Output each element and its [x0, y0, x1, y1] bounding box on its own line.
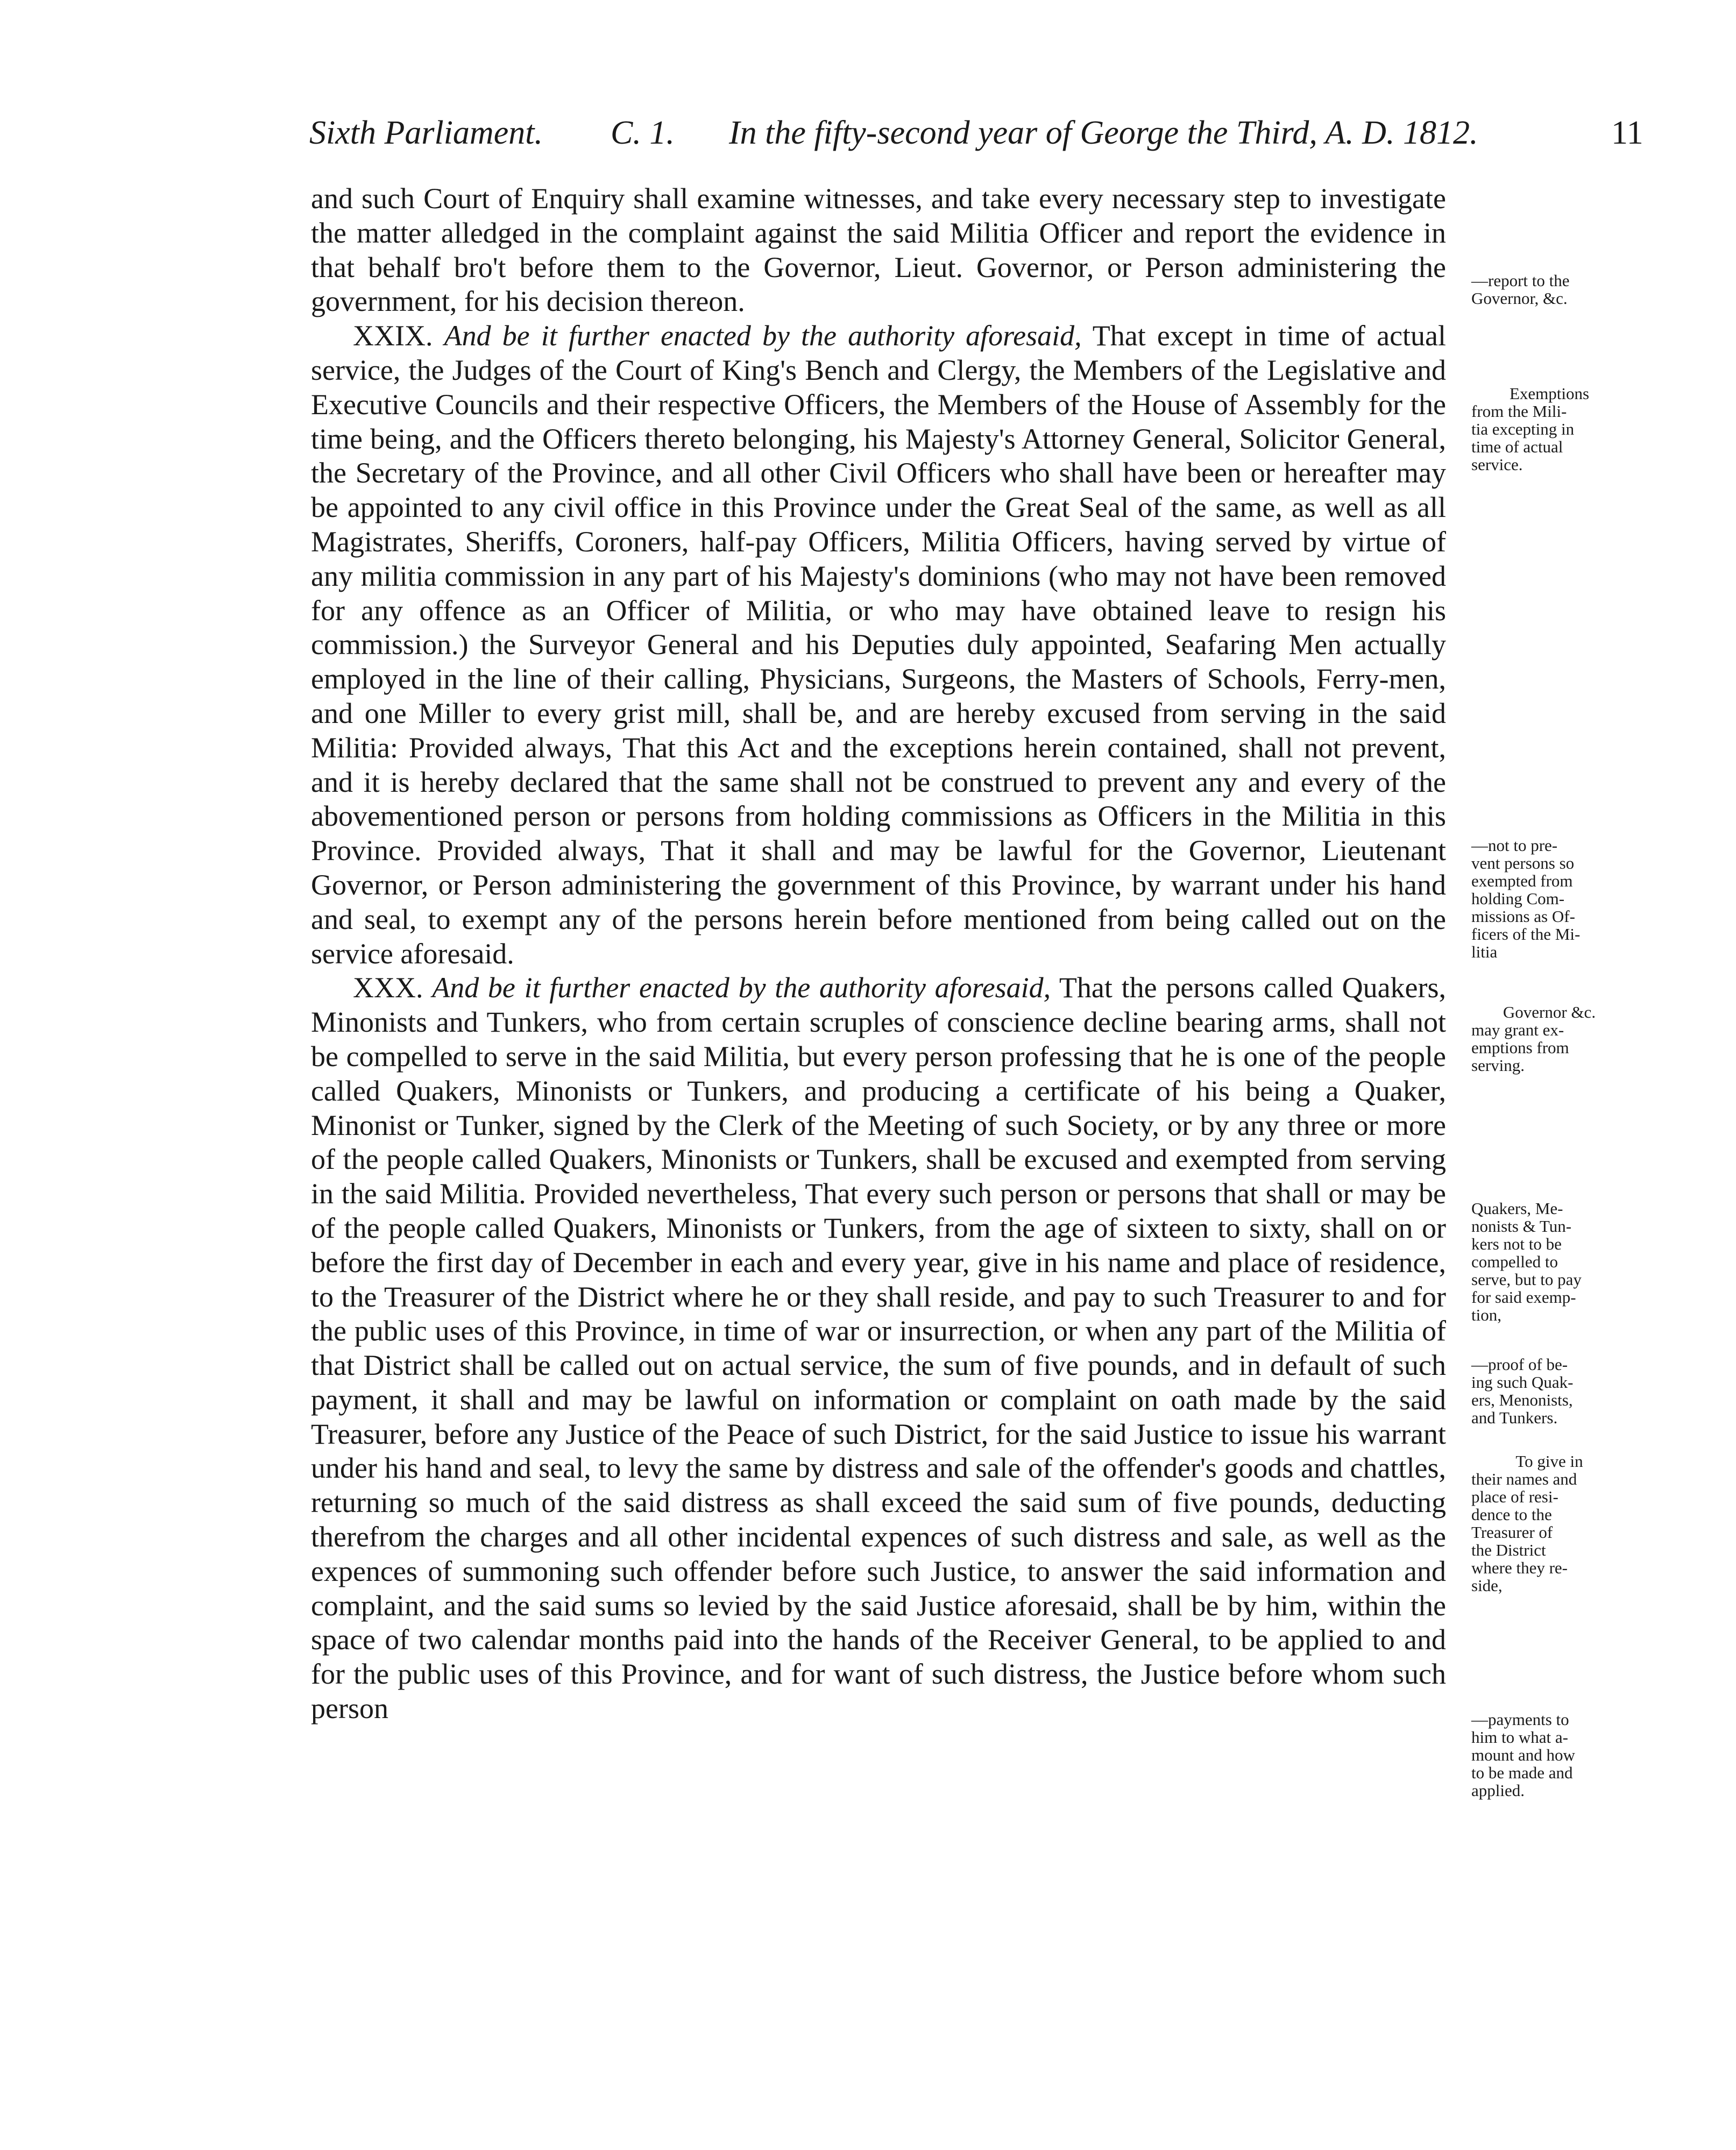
section-number: XXX. [353, 971, 423, 1004]
section-text: That except in time of actual service, the Judges of the Court of King's Bench and Clergy, the Members of the Legislative and Executive Councils and their respective Officers, the Members of the House of Assembly for the time being, and the Officers thereto belonging, his Majesty's Attorney General, Solicitor General, the Secretary of the Province, and all other Civil Officers who shall have been or hereafter may be appointed to any civil office in this Province under the Great Seal of the same, as well as all Magistrates, Sheriffs, Coroners, half-pay Officers, Militia Officers, having served by virtue of any militia commission in any part of his Majesty's dominions (who may not have been removed for any offence as an Officer of Militia, or who may have obtained leave to resign his commission.) the Surveyor General and his Deputies duly appointed, Seafaring Men actually employed in the line of their calling, Physicians, Surgeons, the Masters of Schools, Ferry-men, and one Miller to every grist mill, shall be, and are hereby excused from serving in the said Militia: Provided always, That this Act and the exceptions herein contained, shall not prevent, and it is hereby declared that the same shall not be construed to prevent any and every of the abovementioned person or persons from holding commissions as Officers in the Militia in this Province. Provided always, That it shall and may be lawful for the Governor, Lieutenant Governor, or Person administering the government of this Province, by warrant under his hand and seal, to exempt any of the persons herein before mentioned from being called out on the service aforesaid. [311, 320, 1447, 970]
page-number: 11 [1611, 115, 1643, 151]
margin-note-payments: —payments to him to what a- mount and how to be made and applied. [1471, 1710, 1575, 1800]
header-parliament: Sixth Parliament. [309, 115, 543, 151]
header-chapter: C. 1. [611, 115, 675, 151]
running-header [309, 114, 1643, 173]
section-number: XXIX. [353, 320, 433, 352]
margin-note-exemptions: Exemptions from the Mili- tia excepting in time of actual service. [1471, 384, 1590, 474]
paragraph-continuation: and such Court of Enquiry shall examine witnesses, and take every necessary step to investigate the matter alledged in the complaint against the said Militia Officer and report the evidence in that behalf bro't before them to the Governor, Lieut. Governor, or Person administering the government, for his decision thereon. [311, 182, 1446, 318]
margin-note-give-names: To give in their names and place of resi- dence to the Treasurer of the District where they re- side, [1471, 1452, 1583, 1595]
enacting-formula: And be it further enacted by the authority aforesaid, [432, 971, 1051, 1004]
section-xxx [311, 971, 1446, 1726]
margin-note-quakers: Quakers, Me- nonists & Tun- kers not to be compelled to serve, but to pay for said exemp- tion, [1471, 1199, 1582, 1324]
main-text [311, 182, 1446, 1726]
section-text: That the persons called Quakers, Minonists and Tunkers, who from certain scruples of conscience decline bearing arms, shall not be compelled to serve in the said Militia, but every person professing that he is one of the people called Quakers, Minonists or Tunkers, and producing a certificate of his being a Quaker, Minonist or Tunker, signed by the Clerk of the Meeting of such Society, or by any three or more of the people called Quakers, Minonists or Tunkers, shall be excused and exempted from serving in the said Militia. Provided nevertheless, That every such person or persons that shall or may be of the people called Quakers, Minonists or Tunkers, from the age of sixteen to sixty, shall on or before the first day of December in each and every year, give in his name and place of residence, to the Treasurer of the District where he or they shall reside, and pay to such Treasurer to and for the public uses of this Province, in time of war or insurrection, or when any part of the Militia of that District shall be called out on actual service, the sum of five pounds, and in default of such payment, it shall and may be lawful on information or complaint on oath made by the said Treasurer, before any Justice of the Peace of such District, for the said Justice to issue his warrant under his hand and seal, to levy the same by distress and sale of the offender's goods and chattles, returning so much of the said distress as shall exceed the said sum of five pounds, deducting therefrom the charges and all other incidental expences of such distress and sale, as well as the expences of summoning such offender before such Justice, to answer the said information and complaint, and the said sums so levied by the said Justice aforesaid, shall be by him, within the space of two calendar months paid into the hands of the Receiver General, to be applied to and for the public uses of this Province, and for want of such distress, the Justice before whom such person [311, 971, 1447, 1725]
enacting-formula: And be it further enacted by the authority aforesaid, [444, 320, 1082, 352]
margin-note-commissions: —not to pre- vent persons so exempted from holding Com- missions as Of- ficers of the Mi- litia [1471, 836, 1581, 961]
margin-note-governor-exemptions: Governor &c. may grant ex- emptions from serving. [1471, 1003, 1596, 1075]
section-xxix [311, 319, 1446, 971]
header-title: In the fifty-second year of George the Third, A. D. 1812. [729, 115, 1478, 151]
margin-note-report: —report to the Governor, &c. [1471, 271, 1570, 308]
margin-note-proof: —proof of be- ing such Quak- ers, Menonists, and Tunkers. [1471, 1355, 1574, 1427]
